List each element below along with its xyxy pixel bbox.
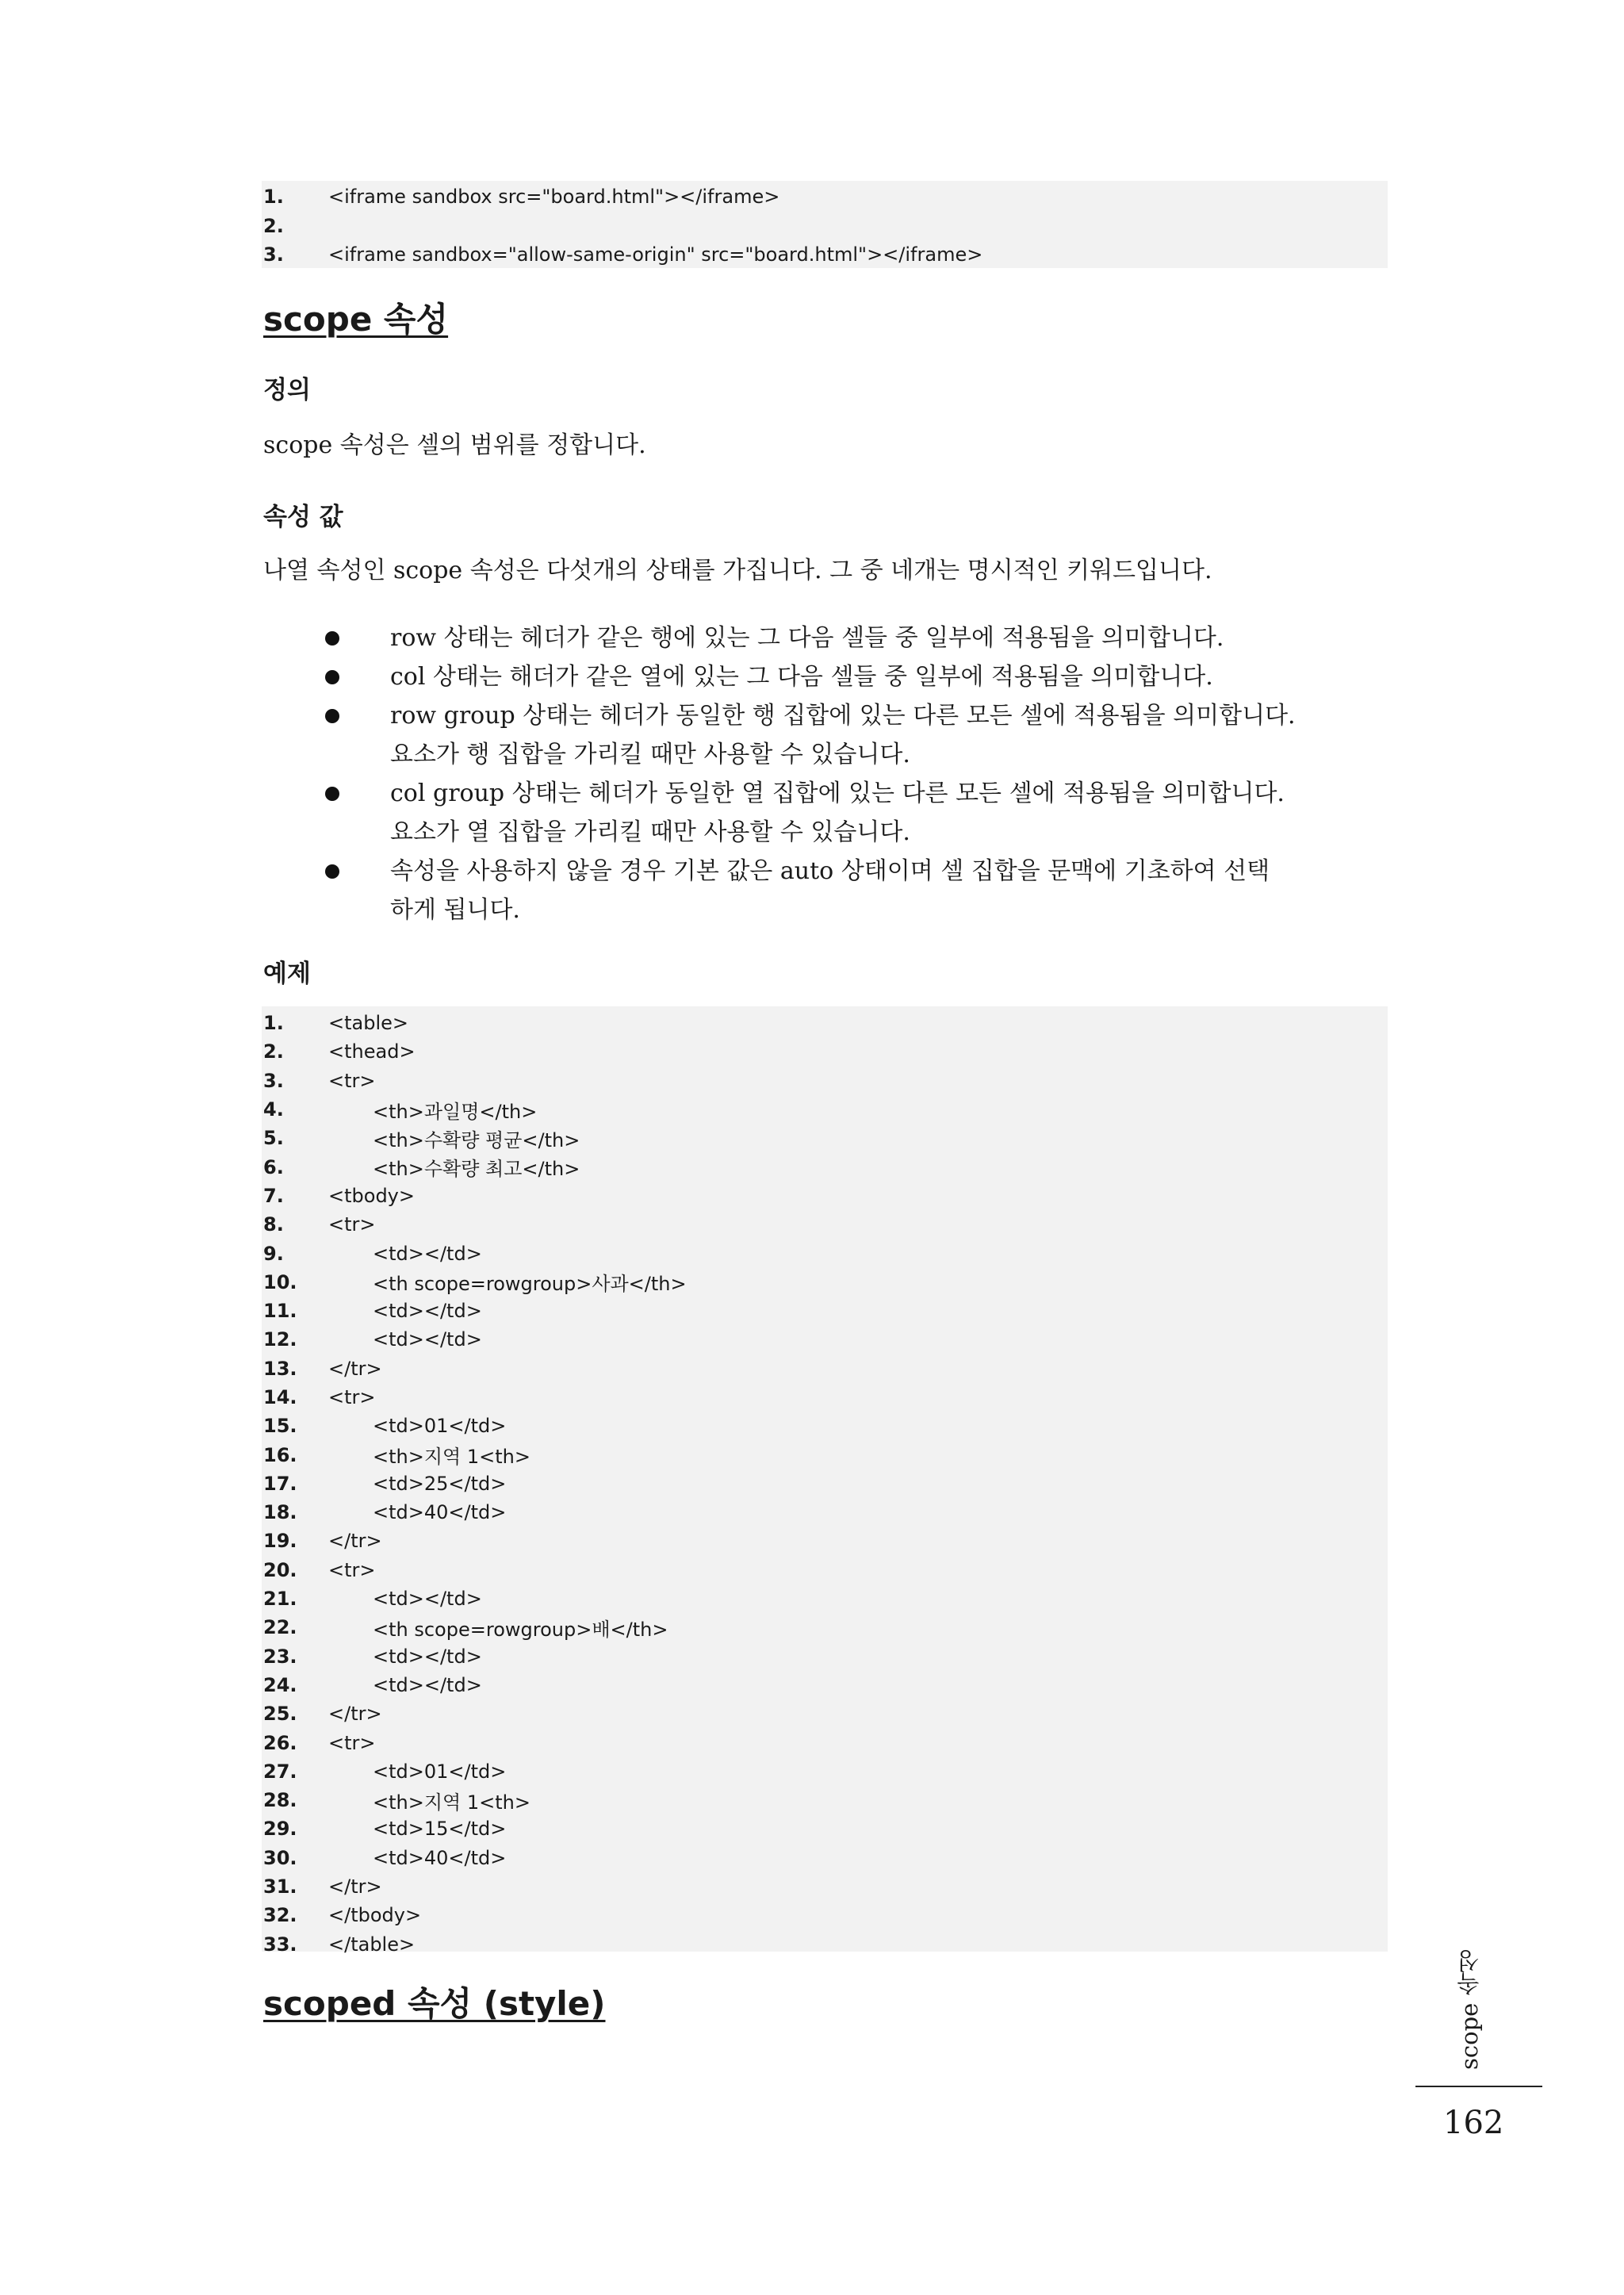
code-line-text: <td>40</td> [373,1846,507,1869]
scope-value-item [325,657,1388,696]
code-line-text: </tbody> [328,1904,422,1927]
code-line [262,1268,1388,1297]
code-line-number: 20. [263,1558,297,1581]
code-line-text: <td></td> [373,1673,482,1696]
code-line-text: <td></td> [373,1328,482,1351]
code-line-number: 11. [263,1300,297,1323]
code-line [262,1037,1388,1066]
code-line-text: </table> [328,1933,416,1956]
code-line-number: 13. [263,1357,297,1380]
code-line [262,1152,1388,1181]
code-line [262,1297,1388,1325]
bullet-icon [325,864,339,879]
code-line-text: <td>01</td> [373,1760,507,1783]
code-line-text: <thead> [328,1040,416,1063]
code-line-text: <td></td> [373,1645,482,1668]
code-line-text: <iframe sandbox src="board.html"></iframe> [328,186,780,209]
code-line [262,1930,1388,1959]
bullet-icon [325,787,339,801]
code-line [262,1095,1388,1124]
code-block-iframe-example [262,181,1388,268]
code-line-number: 19. [263,1530,297,1553]
code-line [262,1872,1388,1901]
values-intro: 나열 속성인 scope 속성은 다섯개의 상태를 가집니다. 그 중 네개는 명시적인 키워드입니다. [263,557,1212,584]
code-line-number: 3. [263,1069,284,1092]
code-line-number: 21. [263,1588,297,1611]
code-line [262,1527,1388,1555]
code-line-number: 15. [263,1415,297,1438]
section-title-scoped: scoped 속성 (style) [263,1984,606,2023]
code-line [262,1440,1388,1469]
code-line-text: <tr> [328,1731,376,1754]
code-line-text: <tr> [328,1213,376,1236]
code-line-text: <tr> [328,1386,376,1408]
code-line [262,1239,1388,1267]
code-line [262,1584,1388,1613]
bullet-text: row group 상태는 헤더가 동일한 행 집합에 있는 다른 모든 셀에 적용됨을 의미합니다. [390,702,1296,730]
code-line-text: <td></td> [373,1588,482,1611]
code-line-number: 5. [263,1127,284,1150]
code-line-number: 25. [263,1703,297,1726]
code-line [262,1671,1388,1699]
code-line [262,1613,1388,1642]
code-line-number: 29. [263,1818,297,1841]
code-line [262,1814,1388,1843]
code-line-text: <td>01</td> [373,1415,507,1438]
bullet-text: row 상태는 헤더가 같은 행에 있는 그 다음 셀들 중 일부에 적용됨을 의미합니다. [390,624,1224,652]
code-line-text: <th>과일명</th> [373,1100,538,1123]
scope-value-item [325,774,1388,852]
code-line-text: <table> [328,1012,409,1035]
code-line-number: 6. [263,1155,284,1178]
code-line-number: 31. [263,1875,297,1898]
code-line [262,1556,1388,1584]
code-line-text: </tr> [328,1703,382,1726]
code-line [262,1325,1388,1354]
code-line [262,1757,1388,1786]
code-line-text: <th>지역 1<th> [373,1446,530,1469]
code-line-number: 3. [263,243,284,266]
bullet-icon [325,631,339,646]
code-line-text: <tr> [328,1558,376,1581]
scope-values-list [325,619,1388,929]
scope-value-item [325,696,1388,774]
code-line-number: 4. [263,1098,284,1121]
code-line [262,212,1388,241]
code-line-number: 10. [263,1270,297,1293]
code-line-number: 16. [263,1443,297,1466]
code-line-text: <th scope=rowgroup>사과</th> [373,1273,687,1296]
code-line-number: 23. [263,1645,297,1668]
scope-value-item [325,619,1388,657]
code-line-number: 33. [263,1933,297,1956]
code-line [262,240,1388,270]
bullet-text: 속성을 사용하지 않을 경우 기본 값은 auto 상태이며 셀 집합을 문맥에 기초하여 선택 [390,857,1270,885]
code-line-text: </tr> [328,1530,382,1553]
code-line-text: <th>수확량 평균</th> [373,1128,580,1151]
code-line [262,1901,1388,1929]
code-line-number: 1. [263,186,284,209]
code-line-number: 18. [263,1501,297,1524]
example-heading: 예제 [263,960,311,988]
code-line [262,1182,1388,1210]
code-line-number: 22. [263,1616,297,1639]
code-line-number: 2. [263,1040,284,1063]
code-line-text: <td>25</td> [373,1472,507,1495]
code-line-text: <td></td> [373,1242,482,1265]
code-line-text: <th>수확량 최고</th> [373,1158,580,1181]
code-line-text: <td>15</td> [373,1818,507,1841]
code-line-number: 7. [263,1184,284,1207]
code-line-number: 1. [263,1012,284,1035]
code-line-number: 14. [263,1386,297,1408]
section-title-scope: scope 속성 [263,300,449,339]
code-line [262,1498,1388,1527]
bullet-text: 하게 됩니다. [390,896,520,924]
code-line-number: 27. [263,1760,297,1783]
code-line-text: <tbody> [328,1184,415,1207]
code-line [262,1469,1388,1498]
bullet-text: col group 상태는 헤더가 동일한 열 집합에 있는 다른 모든 셀에 적용됨을 의미합니다. [390,780,1285,807]
code-line [262,1354,1388,1383]
code-line [262,1124,1388,1152]
bullet-text: col 상태는 해더가 같은 열에 있는 그 다음 셀들 중 일부에 적용됨을 의미합니다. [390,663,1213,691]
code-line-text: <th scope=rowgroup>배</th> [373,1618,668,1641]
code-line [262,1067,1388,1095]
code-line-number: 9. [263,1242,284,1265]
code-line [262,1210,1388,1239]
code-line [262,1642,1388,1671]
code-line [262,1383,1388,1412]
code-line [262,1728,1388,1757]
page-number: 162 [1443,2105,1504,2141]
code-line-text: <iframe sandbox="allow-same-origin" src="board.html"></iframe> [328,243,983,266]
code-line-number: 28. [263,1789,297,1812]
code-line-number: 12. [263,1328,297,1351]
code-line-number: 30. [263,1846,297,1869]
code-block-table-example [262,1006,1388,1956]
code-line [262,1844,1388,1872]
code-line-number: 8. [263,1213,284,1236]
code-line-text: </tr> [328,1875,382,1898]
definition-text: scope 속성은 셀의 범위를 정합니다. [263,431,646,459]
bullet-text: 요소가 행 집합을 가리킬 때만 사용할 수 있습니다. [390,741,910,768]
code-line [262,1009,1388,1037]
code-line-number: 24. [263,1673,297,1696]
code-line-text: <td></td> [373,1300,482,1323]
code-line [262,1699,1388,1728]
code-line [262,1786,1388,1814]
code-line-number: 17. [263,1472,297,1495]
code-line [262,1412,1388,1440]
definition-heading: 정의 [263,376,311,404]
code-line-text: <th>지역 1<th> [373,1791,530,1814]
side-section-label: scope 속성 [1456,1949,1483,2070]
code-line-text: </tr> [328,1357,382,1380]
code-line-number: 32. [263,1904,297,1927]
code-line-text: <td>40</td> [373,1501,507,1524]
code-line-number: 2. [263,214,284,237]
bullet-icon [325,709,339,723]
code-line-text: <tr> [328,1069,376,1092]
code-line-number: 26. [263,1731,297,1754]
bullet-text: 요소가 열 집합을 가리킬 때만 사용할 수 있습니다. [390,818,910,846]
values-heading: 속성 값 [263,503,343,531]
code-line [262,182,1388,212]
bullet-icon [325,670,339,684]
scope-value-item [325,852,1388,929]
footer-divider [1415,2086,1542,2087]
